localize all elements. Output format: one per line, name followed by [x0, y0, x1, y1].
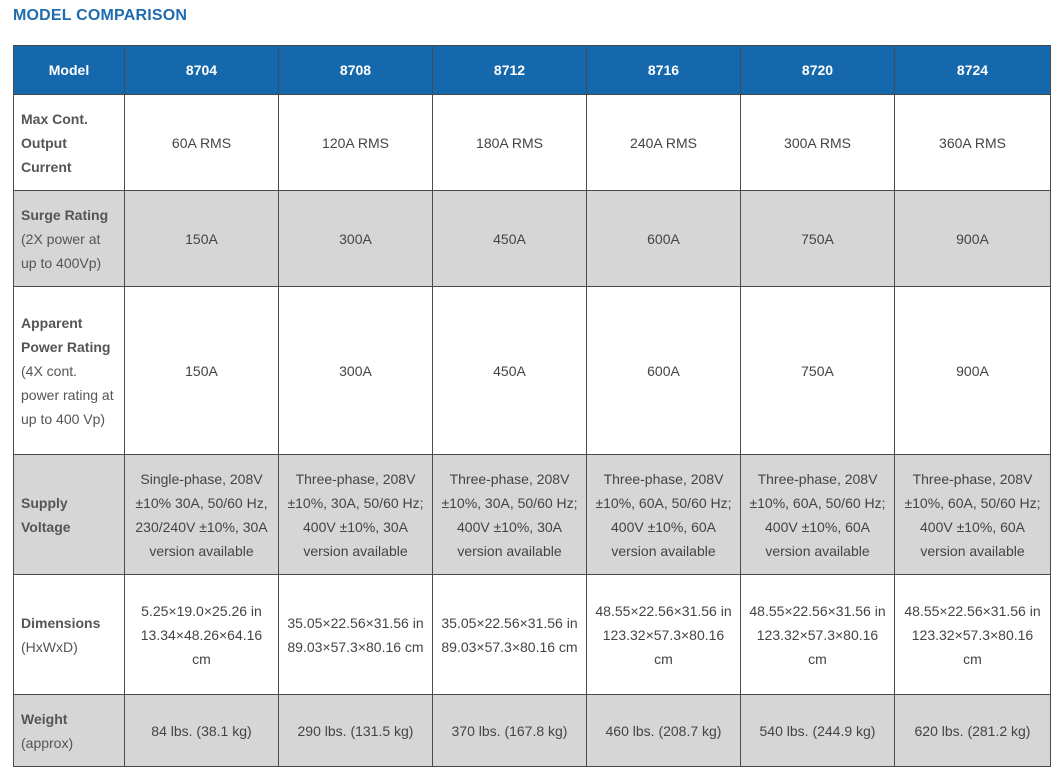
row-header-label: Apparent Power Rating [21, 314, 111, 355]
table-cell: 150A [125, 287, 279, 455]
table-cell: 48.55×22.56×31.56 in 123.32×57.3×80.16 cm [741, 575, 895, 695]
table-cell: 460 lbs. (208.7 kg) [587, 695, 741, 767]
table-cell: 35.05×22.56×31.56 in 89.03×57.3×80.16 cm [433, 575, 587, 695]
row-header-note: (HxWxD) [21, 638, 78, 655]
table-cell: 300A [279, 287, 433, 455]
row-header-max-current [14, 95, 125, 191]
table-cell: 750A [741, 191, 895, 287]
model-comparison-table [13, 45, 1051, 767]
table-cell: Three-phase, 208V ±10%, 60A, 50/60 Hz; 400V ±10%, 60A version available [587, 455, 741, 575]
table-cell: 900A [895, 191, 1051, 287]
table-cell: 48.55×22.56×31.56 in 123.32×57.3×80.16 cm [895, 575, 1051, 695]
table-cell: 290 lbs. (131.5 kg) [279, 695, 433, 767]
table-cell: 120A RMS [279, 95, 433, 191]
table-row [14, 287, 1051, 455]
table-row [14, 575, 1051, 695]
table-row [14, 191, 1051, 287]
row-header-note: (2X power at up to 400Vp) [21, 230, 102, 271]
header-cell-8712: 8712 [433, 46, 587, 95]
table-cell: 600A [587, 287, 741, 455]
row-header-note: (approx) [21, 734, 74, 751]
row-header-label: Dimensions [21, 614, 101, 631]
table-cell: 180A RMS [433, 95, 587, 191]
table-cell: 300A [279, 191, 433, 287]
table-cell: Three-phase, 208V ±10%, 30A, 50/60 Hz; 400V ±10%, 30A version available [279, 455, 433, 575]
row-header-supply-voltage [14, 455, 125, 575]
row-header-label: Surge Rating [21, 206, 109, 223]
row-header-apparent-power [14, 287, 125, 455]
table-cell: 620 lbs. (281.2 kg) [895, 695, 1051, 767]
table-cell: 450A [433, 287, 587, 455]
table-cell: 48.55×22.56×31.56 in 123.32×57.3×80.16 cm [587, 575, 741, 695]
row-header-dimensions [14, 575, 125, 695]
table-row [14, 95, 1051, 191]
table-cell: 360A RMS [895, 95, 1051, 191]
row-header-label: Weight [21, 710, 68, 727]
header-cell-8716: 8716 [587, 46, 741, 95]
row-header-note: (4X cont. power rating at up to 400 Vp) [21, 362, 114, 427]
table-cell: 370 lbs. (167.8 kg) [433, 695, 587, 767]
table-cell: 750A [741, 287, 895, 455]
row-header-label: Supply Voltage [21, 494, 71, 535]
header-cell-8704: 8704 [125, 46, 279, 95]
header-cell-8708: 8708 [279, 46, 433, 95]
header-cell-8724: 8724 [895, 46, 1051, 95]
table-cell: Three-phase, 208V ±10%, 60A, 50/60 Hz; 400V ±10%, 60A version available [741, 455, 895, 575]
table-cell: 150A [125, 191, 279, 287]
table-cell: 300A RMS [741, 95, 895, 191]
page-title: MODEL COMPARISON [13, 7, 188, 24]
table-cell: 60A RMS [125, 95, 279, 191]
table-cell: Three-phase, 208V ±10%, 60A, 50/60 Hz; 400V ±10%, 60A version available [895, 455, 1051, 575]
row-header-label: Max Cont. Output Current [21, 110, 88, 175]
table-cell: 450A [433, 191, 587, 287]
row-header-weight [14, 695, 125, 767]
table-cell: Three-phase, 208V ±10%, 30A, 50/60 Hz; 400V ±10%, 30A version available [433, 455, 587, 575]
table-row [14, 695, 1051, 767]
table-row [14, 455, 1051, 575]
table-cell: 540 lbs. (244.9 kg) [741, 695, 895, 767]
table-cell: 900A [895, 287, 1051, 455]
table-cell: 5.25×19.0×25.26 in 13.34×48.26×64.16 cm [125, 575, 279, 695]
header-cell-model: Model [14, 46, 125, 95]
header-cell-8720: 8720 [741, 46, 895, 95]
table-cell: 35.05×22.56×31.56 in 89.03×57.3×80.16 cm [279, 575, 433, 695]
table-cell: 600A [587, 191, 741, 287]
table-cell: 84 lbs. (38.1 kg) [125, 695, 279, 767]
table-header-row [14, 46, 1051, 95]
row-header-surge-rating [14, 191, 125, 287]
table-cell: Single-phase, 208V ±10% 30A, 50/60 Hz, 230/240V ±10%, 30A version available [125, 455, 279, 575]
table-cell: 240A RMS [587, 95, 741, 191]
